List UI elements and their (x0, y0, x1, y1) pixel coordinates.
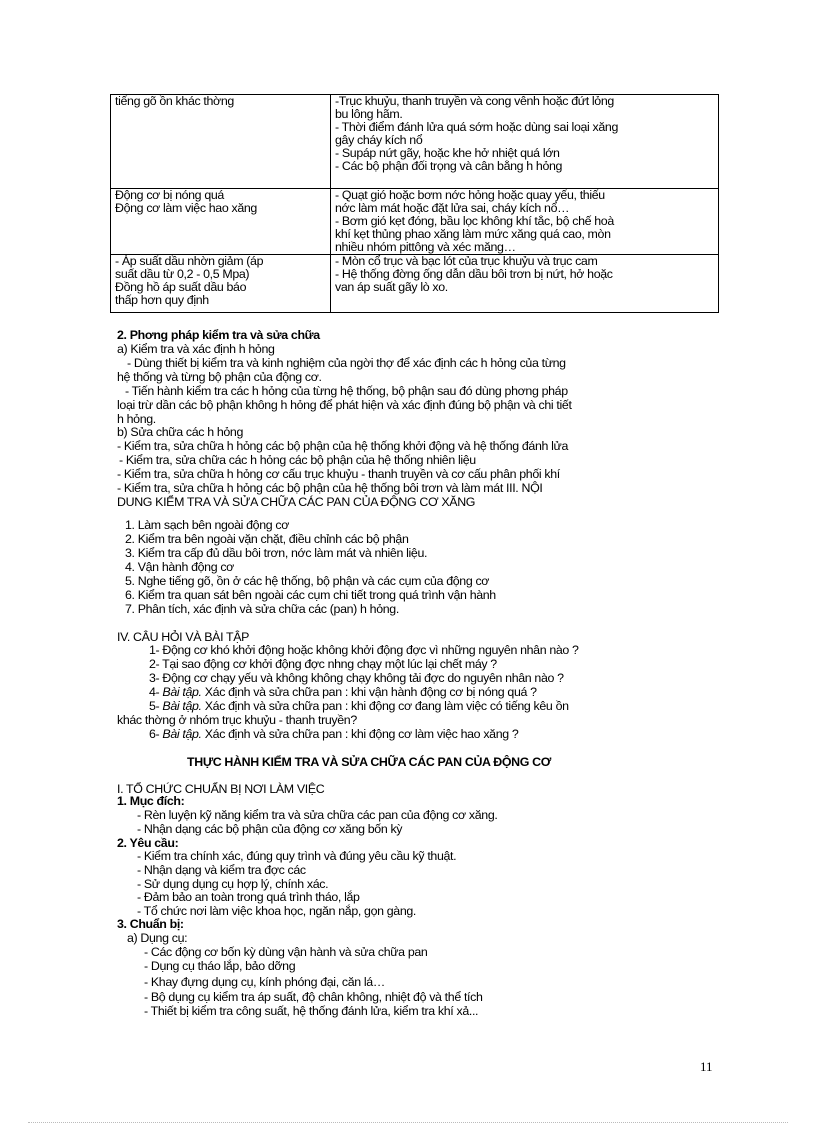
text-line: 1- Động cơ khó khởi động hoặc không khởi động đợc vì những nguyên nhân nào ? (149, 643, 579, 657)
question-number: 5- (149, 699, 163, 713)
section-heading: 2. Phơng pháp kiểm tra và sửa chữa (117, 328, 320, 342)
text-line (149, 686, 537, 699)
table-row (111, 189, 719, 255)
text-line: - Rèn luyện kỹ năng kiểm tra và sửa chữa các pan của động cơ xăng. (137, 808, 498, 822)
question-number: 4- (149, 685, 163, 699)
text-line: - Kiểm tra chính xác, đúng quy trình và đúng yêu cầu kỹ thuật. (137, 849, 457, 863)
text-line: - Kiểm tra, sửa chữa các h hỏng các bộ phận của hệ thống nhiên liệu (119, 453, 476, 467)
cell-line: suất dầu từ 0,2 - 0,5 Mpa) (115, 268, 250, 281)
cell-line: Động cơ làm việc hao xăng (115, 202, 257, 215)
cell-line: khí kẹt thủng phao xăng làm mức xăng quá cao, mòn (335, 228, 611, 241)
text-line: 5. Nghe tiếng gõ, ồn ở các hệ thống, bộ phận và các cụm của động cơ (125, 574, 490, 588)
text-line: DUNG KIỂM TRA VÀ SỬA CHỮA CÁC PAN CỦA ĐỘNG CƠ XĂNG (117, 495, 476, 509)
text-line: 2. Kiểm tra bên ngoài vặn chặt, điều chỉnh các bộ phận (125, 532, 409, 546)
text-line: - Các động cơ bốn kỳ dùng vận hành và sửa chữa pan (144, 945, 428, 959)
section-heading: 1. Mục đích: (117, 794, 185, 808)
cause-cell (331, 189, 719, 255)
text-line: 1. Làm sạch bên ngoài động cơ (125, 518, 289, 532)
text-line: a) Dụng cụ: (127, 931, 188, 945)
text-line: a) Kiểm tra và xác định h hỏng (117, 342, 275, 356)
text-line: I. TỔ CHỨC CHUẨN BỊ NƠI LÀM VIỆC (117, 782, 325, 796)
cell-line: nớc làm mát hoặc đặt lửa sai, cháy kích nổ… (335, 202, 570, 215)
text-line: - Dụng cụ tháo lắp, bảo dỡng (144, 959, 296, 973)
cell-line: - Các bộ phận đối trọng và cân bằng h hỏng (335, 160, 563, 173)
cell-line: Đồng hồ áp suất dầu báo (115, 281, 247, 294)
cell-line: - Mòn cổ trục và bạc lót của trục khuỷu và trục cam (335, 255, 598, 268)
text-line: b) Sửa chữa các h hỏng (117, 425, 243, 439)
text-line: 4. Vận hành động cơ (125, 560, 234, 574)
page-number: 11 (700, 1059, 713, 1074)
text-line: 7. Phân tích, xác định và sửa chữa các (pan) h hỏng. (125, 602, 399, 616)
exercise-label: Bài tập. (162, 685, 202, 699)
table-row (111, 255, 719, 313)
text-line: - Khay đựng dụng cụ, kính phóng đại, căn lá… (144, 975, 385, 989)
cell-line: nhiều nhóm pittông và xéc măng… (335, 241, 516, 254)
text-line: 3- Động cơ chạy yếu và không không chạy không tải đợc do nguyên nhân nào ? (149, 671, 564, 685)
cause-cell (331, 95, 719, 189)
text-line: - Kiểm tra, sửa chữa h hỏng các bộ phận của hệ thống khởi động và hệ thống đánh lửa (117, 439, 569, 453)
text-line: 2- Tại sao động cơ khởi động đợc nhng chạy một lúc lại chết máy ? (149, 657, 497, 671)
symptom-cell (111, 95, 331, 189)
cell-line: - Hệ thống đờng ống dẫn dầu bôi trơn bị nứt, hở hoặc (335, 268, 613, 281)
cell-line: tiếng gõ ồn khác thờng (115, 95, 234, 108)
text-line: - Thiết bị kiểm tra công suất, hệ thống đánh lửa, kiểm tra khí xả... (144, 1004, 479, 1018)
text-line: - Nhận dạng các bộ phận của động cơ xăng bốn kỳ (137, 822, 403, 836)
section-heading: 2. Yêu cầu: (117, 836, 179, 850)
text-line: 6. Kiểm tra quan sát bên ngoài các cụm chi tiết trong quá trình vận hành (125, 588, 496, 602)
text-line: h hỏng. (117, 412, 156, 426)
cell-line: gây cháy kích nổ (335, 134, 423, 147)
cell-line: - Áp suất dầu nhờn giảm (áp (115, 255, 264, 268)
table-row (111, 95, 719, 189)
exercise-text: Xác định và sửa chữa pan : khi vận hành động cơ bị nóng quá ? (201, 685, 537, 699)
text-line: - Nhận dạng và kiểm tra đợc các (137, 863, 306, 877)
cell-line: van áp suất gãy lò xo. (335, 281, 448, 294)
exercise-label: Bài tập. (162, 699, 202, 713)
cell-line: - Supáp nứt gãy, hoặc khe hở nhiệt quá lớn (335, 147, 560, 160)
text-line: - Kiểm tra, sửa chữa h hỏng các bộ phận của hệ thống bôi trơn và làm mát III. NỘI (117, 481, 543, 495)
section-heading: 3. Chuẩn bị: (117, 917, 184, 931)
cell-line: Động cơ bị nóng quá (115, 189, 224, 202)
text-line: - Dùng thiết bị kiểm tra và kinh nghiệm của ngời thợ để xác định các h hỏng của từng (127, 356, 566, 370)
exercise-text: Xác định và sửa chữa pan : khi động cơ đang làm việc có tiếng kêu ồn (201, 699, 569, 713)
text-line: - Tiến hành kiểm tra các h hỏng của từng hệ thống, bộ phận sau đó dùng phơng pháp (125, 384, 568, 398)
cell-line: - Thời điểm đánh lửa quá sớm hoặc dùng sai loại xăng (335, 121, 619, 134)
text-line (149, 728, 518, 741)
cause-cell (331, 255, 719, 313)
cell-line: bu lông hãm. (335, 108, 403, 121)
exercise-text: Xác định và sửa chữa pan : khi động cơ làm việc hao xăng ? (201, 727, 519, 741)
text-line: - Sử dụng dụng cụ hợp lý, chính xác. (137, 877, 329, 891)
text-line: - Tổ chức nơi làm việc khoa học, ngăn nắp, gọn gàng. (137, 904, 417, 918)
question-number: 6- (149, 727, 163, 741)
text-line: hệ thống và từng bộ phận của động cơ. (117, 370, 322, 384)
text-line: - Đảm bảo an toàn trong quá trình tháo, lắp (137, 890, 360, 904)
text-line (149, 700, 569, 713)
symptom-cell (111, 255, 331, 313)
cell-line: -Trục khuỷu, thanh truyền và cong vênh hoặc đứt lỏng (335, 95, 614, 108)
text-line: IV. CÂU HỎI VÀ BÀI TẬP (117, 630, 250, 644)
cell-line: - Bơm gió kẹt đóng, bầu lọc không khí tắc, bộ chế hoà (335, 215, 614, 228)
text-line: loại trừ dần các bộ phận không h hỏng để phát hiện và xác định đúng bộ phận và chi tiết (117, 398, 572, 412)
cell-line: - Quạt gió hoặc bơm nớc hỏng hoặc quay yếu, thiếu (335, 189, 605, 202)
fault-cause-table (110, 94, 719, 313)
cell-line: thấp hơn quy định (115, 294, 209, 307)
text-line: - Kiểm tra, sửa chữa h hỏng cơ cấu trục khuỷu - thanh truyền và cơ cấu phân phối khí (117, 467, 560, 481)
symptom-cell (111, 189, 331, 255)
text-line: - Bộ dụng cụ kiểm tra áp suất, độ chân không, nhiệt độ và thể tích (144, 990, 483, 1004)
text-line: 3. Kiểm tra cấp đủ dầu bôi trơn, nớc làm mát và nhiên liệu. (125, 546, 428, 560)
text-line: khác thờng ở nhóm trục khuỷu - thanh truyền? (117, 713, 357, 727)
exercise-label: Bài tập. (162, 727, 202, 741)
section-heading: THỰC HÀNH KIỂM TRA VÀ SỬA CHỮA CÁC PAN CỦA ĐỘNG CƠ (187, 755, 551, 769)
